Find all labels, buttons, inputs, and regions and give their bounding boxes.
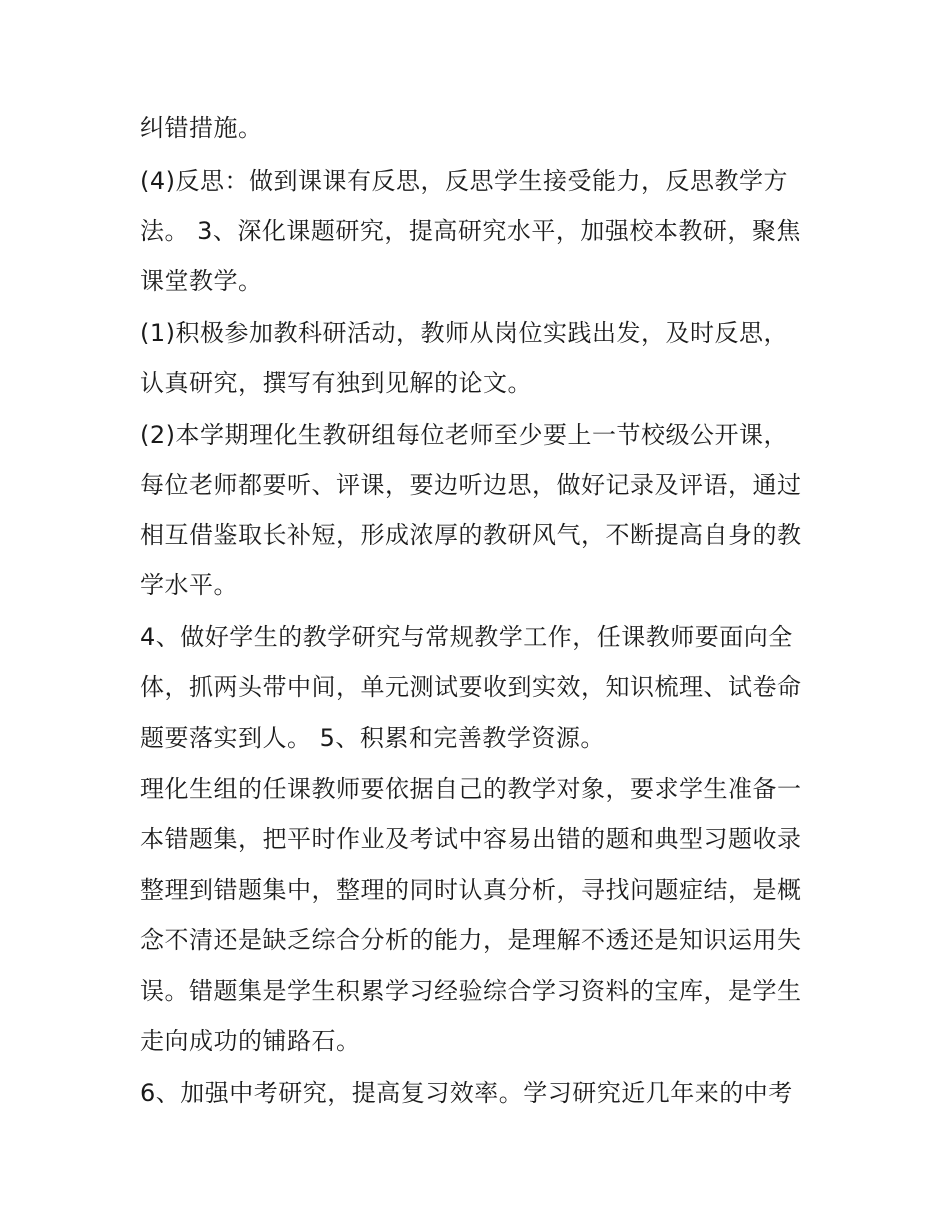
text-line: 法。 3、深化课题研究，提高研究水平，加强校本教研，聚焦 [140, 217, 801, 245]
text-line: 理化生组的任课教师要依据自己的教学对象，要求学生准备一 [140, 775, 802, 803]
text-line: 本错题集，把平时作业及考试中容易出错的题和典型习题收录 [140, 825, 802, 853]
text-line: (4)反思：做到课课有反思，反思学生接受能力，反思教学方 [140, 167, 788, 195]
text-line: 念不清还是缺乏综合分析的能力，是理解不透还是知识运用失 [140, 926, 802, 954]
text-line: 题要落实到人。 5、积累和完善教学资源。 [140, 724, 605, 752]
text-line: 课堂教学。 [140, 267, 263, 295]
text-line: 误。错题集是学生积累学习经验综合学习资料的宝库，是学生 [140, 977, 802, 1005]
text-line: (2)本学期理化生教研组每位老师至少要上一节校级公开课， [140, 421, 788, 449]
text-line: 6、加强中考研究，提高复习效率。学习研究近几年来的中考 [140, 1079, 793, 1107]
text-line: (1)积极参加教科研活动，教师从岗位实践出发，及时反思， [140, 319, 788, 347]
text-line: 认真研究，撰写有独到见解的论文。 [140, 369, 532, 397]
text-line: 走向成功的铺路石。 [140, 1027, 361, 1055]
text-line: 每位老师都要听、评课，要边听边思，做好记录及评语，通过 [140, 471, 802, 499]
text-line: 纠错措施。 [140, 114, 263, 142]
text-line: 整理到错题集中，整理的同时认真分析，寻找问题症结，是概 [140, 876, 802, 904]
text-line: 4、做好学生的教学研究与常规教学工作，任课教师要面向全 [140, 623, 793, 651]
text-line: 相互借鉴取长补短，形成浓厚的教研风气，不断提高自身的教 [140, 521, 802, 549]
text-line: 体，抓两头带中间，单元测试要收到实效，知识梳理、试卷命 [140, 673, 802, 701]
text-line: 学水平。 [140, 571, 238, 599]
